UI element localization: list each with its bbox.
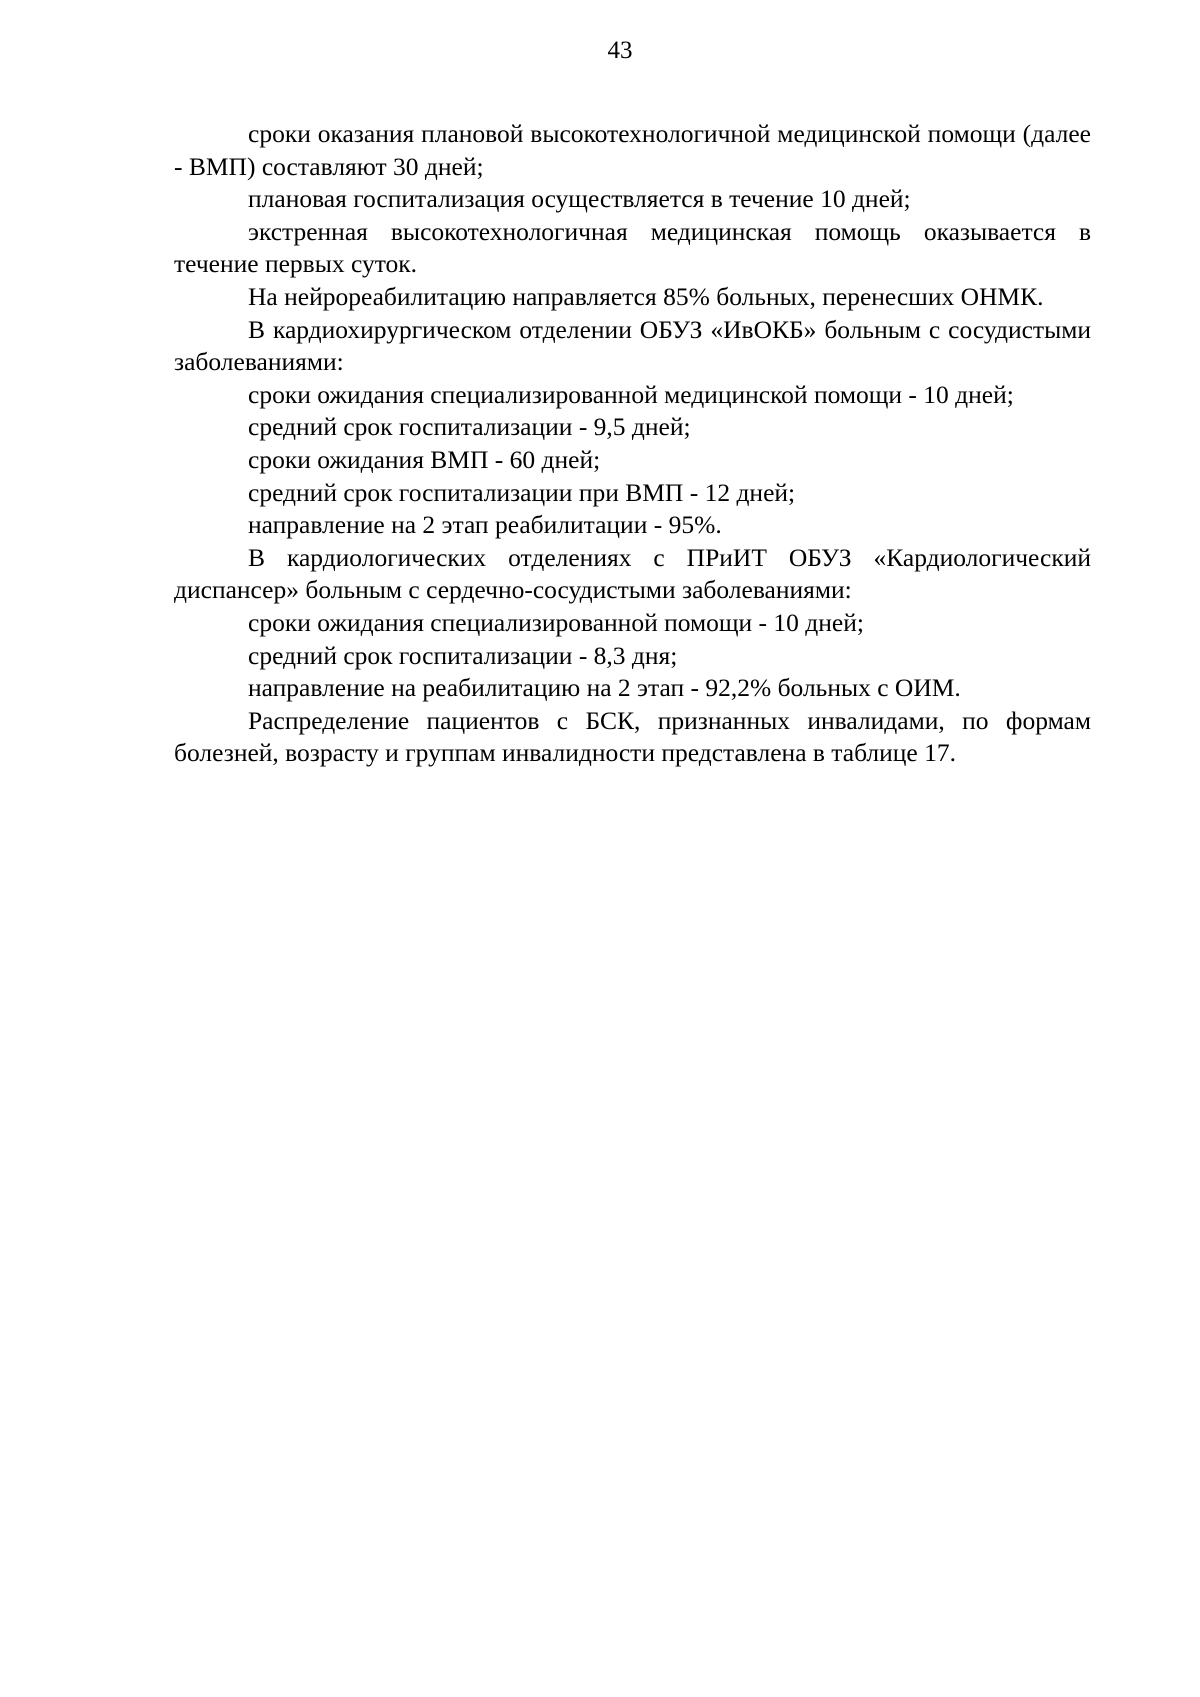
paragraph: На нейрореабилитацию направляется 85% больных, перенесших ОНМК. bbox=[248, 281, 1044, 311]
paragraph: направление на 2 этап реабилитации - 95%. bbox=[248, 510, 722, 540]
paragraph: плановая госпитализация осуществляется в течение 10 дней; bbox=[248, 184, 911, 214]
body-text bbox=[174, 118, 1091, 770]
page-number: 43 bbox=[607, 37, 633, 64]
paragraph: экстренная высокотехнологичная медицинская помощь оказывается в течение первых суток. bbox=[174, 216, 1091, 279]
paragraph: направление на реабилитацию на 2 этап - 92,2% больных с ОИМ. bbox=[248, 673, 961, 703]
paragraph: Распределение пациентов с БСК, признанных инвалидами, по формам болезней, возрасту и группам инвалидности представлена в таблице 17. bbox=[174, 705, 1091, 768]
paragraph: сроки оказания плановой высокотехнологичной медицинской помощи (далее - ВМП) составляют 30 дней; bbox=[174, 119, 1091, 181]
paragraph: сроки ожидания специализированной помощи - 10 дней; bbox=[248, 607, 864, 637]
paragraph: сроки ожидания ВМП - 60 дней; bbox=[248, 444, 601, 474]
paragraph: В кардиологических отделениях с ПРиИТ ОБУЗ «Кардиологический диспансер» больным с сердечно-сосудистыми заболеваниями: bbox=[174, 542, 1091, 605]
paragraph: сроки ожидания специализированной медицинской помощи - 10 дней; bbox=[248, 379, 1014, 409]
paragraph: В кардиохирургическом отделении ОБУЗ «ИвОКБ» больным с сосудистыми заболеваниями: bbox=[174, 314, 1091, 377]
paragraph: средний срок госпитализации при ВМП - 12 дней; bbox=[248, 477, 796, 507]
paragraph: средний срок госпитализации - 9,5 дней; bbox=[248, 412, 691, 442]
paragraph: средний срок госпитализации - 8,3 дня; bbox=[248, 640, 678, 670]
